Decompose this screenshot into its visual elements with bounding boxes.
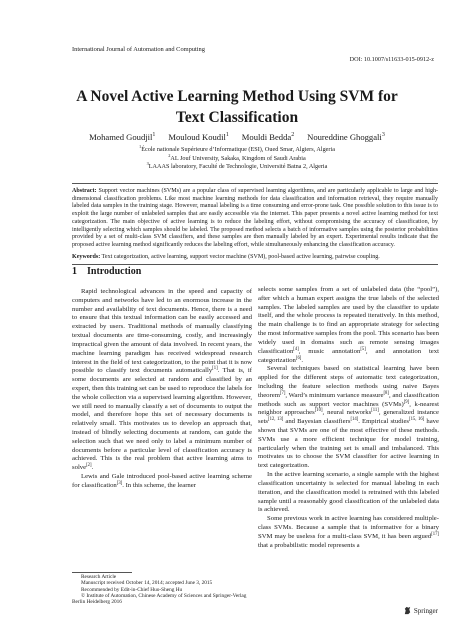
text: Some previous work in active learning has considered multiple-class SVMs. Because a sample that is informative for a binary SVM may be useless for a multi-class SVM, it has been argued — [258, 515, 439, 540]
author: Noureddine Ghoggali — [307, 132, 382, 142]
footnote: Research Article — [81, 574, 117, 580]
affiliation-text: LAAAS laboratory, Faculté de Technologie, Université Batna 2, Algeria — [148, 163, 328, 171]
citation: [3] — [116, 480, 123, 486]
text: . — [91, 464, 94, 472]
author-mark: 1 — [225, 132, 229, 139]
publisher-logo — [403, 606, 438, 615]
footnote-divider — [72, 572, 132, 573]
abstract-text: Support vector machines (SVMs) are a popular class of supervised learning algorithms, and are particularly applicable to large and high-dimensional classification problems. Like most machine learning methods for data classification and information retrieval, they require manually labeled data samples in the training stage. However, manual labeling is a time consuming and error-prone task. One possible solution to this issue is to exploit the large number of unlabeled samples that are easily accessible via the internet. This paper presents a novel active learning method for text categorization. The main objective of active learning is to reduce the labeling effort, without compromising the accuracy of classification, by intelligently selecting which samples should be labeled. The proposed method selects a batch of informative samples using the posterior probabilities provided by a set of multi-class SVM classifiers, and these samples are then manually labeled by an expert. Experimental results indicate that the proposed active learning method significantly reduces the labeling effort, while simultaneously enhancing the classification accuracy. — [72, 188, 439, 249]
text: Several techniques based on statistical learning have been applied for the different steps of automatic text categorization, including the feature selection methods using naive Bayes theorem — [258, 365, 439, 399]
citation: [15, 16] — [409, 416, 425, 422]
affiliation-mark: 3 — [146, 161, 149, 167]
author: Mouldi Bedda — [241, 132, 292, 142]
paper-title — [40, 86, 434, 128]
journal-name: International Journal of Automation and Computing — [72, 46, 205, 53]
paragraph — [258, 515, 439, 550]
paragraph — [72, 288, 252, 473]
text: . That is, if some documents are selected at random and classified by an expert, then this training set can be used to reproduce the labels for the whole collection via a supervised learning algorithm. However, we still need to manually classify a set of documents to output the model, and therefore hope this set of necessary documents is relatively small. This motivates us to develop an approach that, instead of blindly selecting documents at random, can guide the selection such that we need only to label a minimum number of documents before a particular level of classification accuracy is achieved. This is the real problem that active learning aims to solve — [72, 367, 252, 472]
abstract — [72, 188, 438, 250]
text: , music annotation — [298, 347, 361, 355]
citation: [4] — [293, 346, 299, 352]
affiliation-text: AL Jouf University, Sakaka, Kingdom of Saudi Arabia — [170, 154, 306, 162]
publisher-name: Springer — [413, 606, 438, 615]
affiliation-mark: 1 — [139, 143, 142, 149]
affiliation-text: École nationale Supérieure d’Informatique (ESI), Oued Smar, Algiers, Algeria — [141, 146, 335, 153]
title-line-2: Text Classification — [175, 109, 299, 126]
citation: [17] — [431, 531, 439, 537]
text: , neural networks — [322, 409, 372, 417]
text: Rapid technological advances in the speed and capacity of computers and networks have led to an enormous increase in the number and availability of text documents. Hence, there is a need to ensure that this textual information can be easily accessed and extracted by users. Traditional methods of manually classifying textual documents are time-consuming, costly, and increasingly impractical given the amount of data involved. In recent years, the machine learning paradigm has received widespread research interest in the field of text categorization, to the point that it is now possible to classify text documents automatically — [72, 288, 252, 375]
text: have shown that SVMs are one of the most effective of these methods. SVMs use a more efficient technique for model training, particularly when the training set is small and imbalanced. This motivates us to choose the SVM classifier for active learning in text categorization. — [258, 418, 439, 470]
abstract-box — [72, 183, 438, 265]
citation: [1] — [212, 366, 218, 372]
author-mark: 2 — [291, 132, 295, 139]
footnotes — [72, 574, 252, 605]
author-mark: 1 — [152, 132, 156, 139]
author-list — [40, 132, 434, 142]
author-mark: 3 — [381, 132, 385, 139]
citation: [11] — [371, 408, 379, 414]
doi: DOI: 10.1007/s11633-015-0912-z — [349, 56, 434, 63]
left-column — [72, 288, 252, 491]
affiliation — [40, 143, 434, 155]
text: , generalized instance sets — [258, 409, 439, 426]
paragraph: In the active learning scenario, a single sample with the highest classification uncertainty is selected for manual labeling in each iteration, and the classification model is retrained with this labeled sample until a reasonably good classification of the unlabeled data is achieved. — [258, 471, 439, 514]
author: Mohamed Goudjil — [89, 132, 153, 142]
affiliations — [40, 143, 434, 172]
citation: [2] — [86, 463, 92, 469]
keywords-text: Text categorization, active learning, support vector machine (SVM), pool-based active learning, pairwise coupling. — [101, 253, 380, 260]
citation: [9] — [403, 399, 410, 405]
section-title: Introduction — [87, 266, 142, 277]
citation: [6] — [295, 355, 302, 361]
text: . — [301, 356, 304, 364]
affiliation-mark: 2 — [168, 152, 171, 158]
footnote: Manuscript received October 14, 2014; accepted June 3, 2015 — [81, 580, 213, 587]
citation: [10] — [314, 408, 323, 414]
paragraph — [258, 365, 439, 471]
text: and Bayesian classifiers — [283, 418, 351, 426]
text: . In this scheme, the learner — [122, 481, 196, 489]
citation: [5] — [360, 346, 366, 352]
text: Lewis and Gale introduced pool-based active learning scheme for classification — [72, 473, 252, 489]
title-line-1: A Novel Active Learning Method Using SVM for — [76, 88, 398, 105]
text: , Ward’s minimum variance measure — [285, 391, 384, 399]
section-heading — [72, 266, 151, 277]
citation: [14] — [350, 416, 359, 422]
footnote: © Institute of Automation, Chinese Academy of Sciences and Springer-Verlag Berlin Heidelberg 2016 — [72, 592, 247, 606]
text: that a probabilistic model represents a — [258, 541, 360, 549]
springer-horse-icon — [403, 606, 412, 615]
citation: [8] — [383, 390, 389, 396]
section-number: 1 — [72, 266, 77, 277]
keywords-label: Keywords: — [72, 253, 101, 260]
citation: [12, 13] — [268, 416, 284, 422]
text: selects some samples from a set of unlabeled data (the “pool”), after which a human expert assigns the true labels of the selected samples. The labeled samples are used by the classifier to update itself, and the whole process is repeated iteratively. In this method, the main challenge is to find an appropriate strategy for selecting the most informative samples from the pool. This scenario has been widely used in domains such as remote sensing images classification — [258, 286, 439, 355]
paragraph — [258, 286, 439, 365]
text: , and annotation text categorization — [258, 347, 439, 364]
text: . Empirical studies — [358, 418, 410, 426]
author: Mouloud Koudil — [168, 132, 226, 142]
right-column — [258, 286, 439, 550]
abstract-label: Abstract: — [72, 188, 97, 194]
keywords — [72, 254, 438, 262]
affiliation — [40, 163, 434, 172]
text: , and classification methods such as support vector machines (SVMs) — [258, 391, 439, 408]
text: , k-nearest neighbor approaches — [258, 400, 439, 417]
footnote: Recommended by Edit-in-Chief Huo-Sheng Hu — [81, 586, 183, 593]
paragraph — [72, 473, 252, 491]
citation: [7] — [279, 390, 286, 396]
